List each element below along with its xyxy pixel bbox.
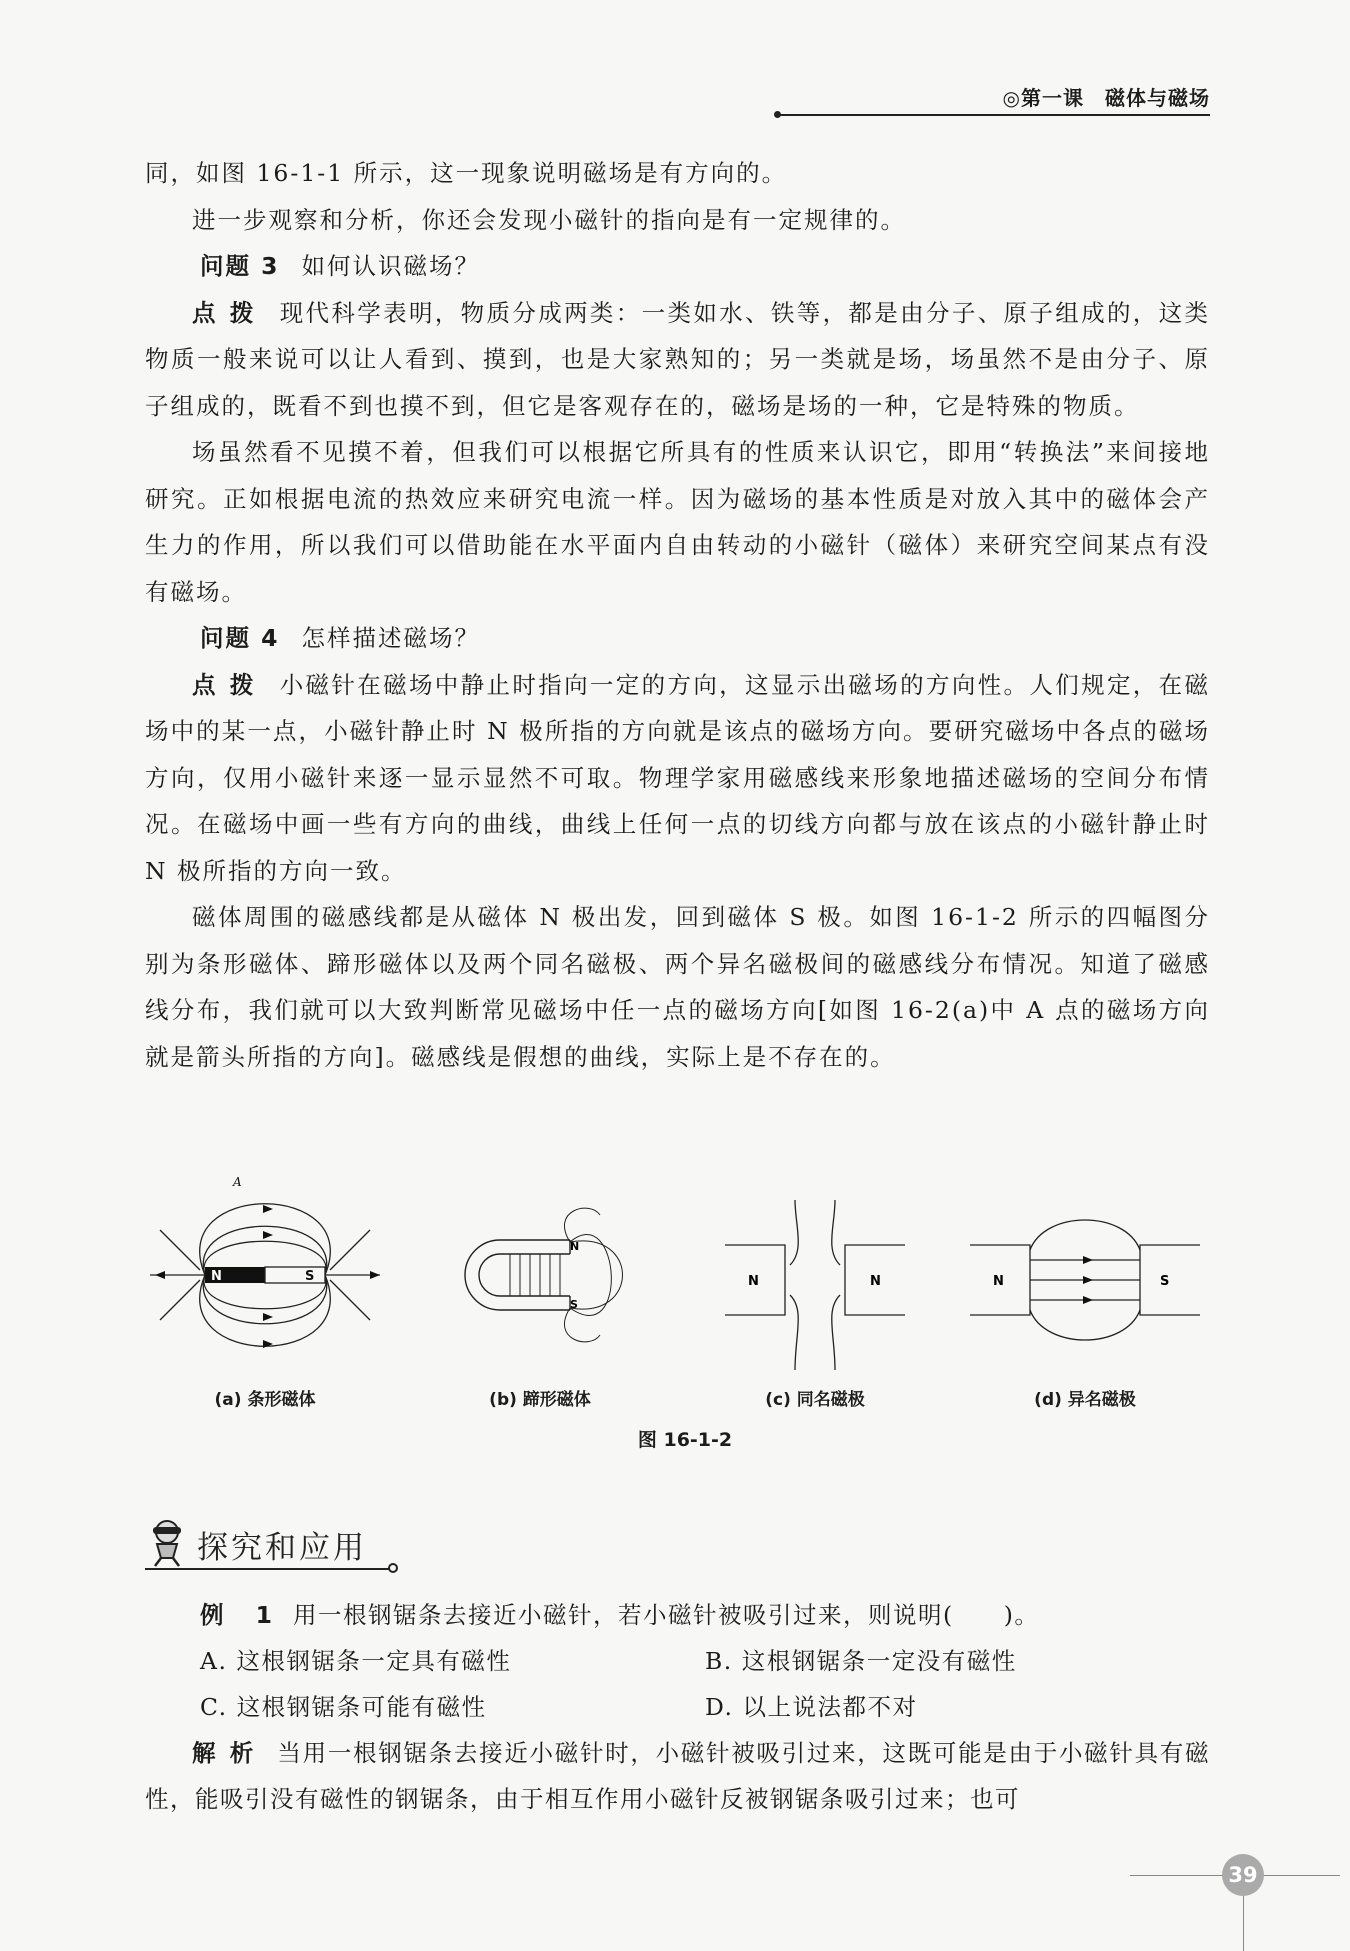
page-footer-vline (1243, 1896, 1244, 1951)
question-3-tip (145, 290, 1210, 430)
example-label: 例 1 (200, 1601, 285, 1629)
example-question (145, 1592, 1210, 1638)
option-c: C. 这根钢锯条可能有磁性 (200, 1693, 487, 1721)
point-a-label: A (233, 1175, 242, 1189)
caption-unlike-poles: (d) 异名磁极 (1034, 1390, 1136, 1410)
unlike-left-n-label: N (993, 1274, 1004, 1289)
unlike-right-s-label: S (1160, 1274, 1170, 1289)
caption-horseshoe-magnet: (b) 蹄形磁体 (489, 1390, 591, 1410)
unlike-poles-diagram (965, 1170, 1205, 1380)
tip-text: 现代科学表明，物质分成两类：一类如水、铁等，都是由分子、原子组成的，这类物质一般来说可以让人看到、摸到，也是大家熟知的；另一类就是场，场虽然不是由分子、原子组成的，既看不到也摸不到，但它是客观存在的，磁场是场的一种，它是特殊的物质。 (145, 298, 1210, 420)
example-question-text: 用一根钢锯条去接近小磁针，若小磁针被吸引过来，则说明( )。 (293, 1601, 1040, 1629)
like-poles-diagram (720, 1170, 910, 1380)
question-3-heading (145, 243, 1210, 290)
question-4-paragraph: 磁体周围的磁感线都是从磁体 N 极出发，回到磁体 S 极。如图 16-1-2 所示的四幅图分别为条形磁体、蹄形磁体以及两个同名磁极、两个异名磁极间的磁感线分布情况。知道了磁感线分布，我们就可以大致判断常见磁场中任一点的磁场方向[如图 16-2(a)中 A 点的磁场方向就是箭头所指的方向]。磁感线是假想的曲线，实际上是不存在的。 (145, 903, 1210, 1071)
option-d: D. 以上说法都不对 (705, 1693, 918, 1721)
header-dot (774, 111, 781, 118)
explorer-mascot-icon (145, 1518, 191, 1568)
analysis-label: 解析 (192, 1739, 268, 1767)
question-4-heading (145, 615, 1210, 662)
header-rule (778, 114, 1210, 116)
tip-label: 点拨 (192, 298, 268, 327)
question-4-text: 怎样描述磁场？ (301, 624, 481, 652)
option-a: A. 这根钢锯条一定具有磁性 (200, 1647, 512, 1675)
caption-bar-magnet: (a) 条形磁体 (214, 1390, 316, 1410)
section-title: 探究和应用 (197, 1530, 367, 1566)
page-number: 39 (1222, 1854, 1264, 1896)
example-analysis (145, 1730, 1210, 1822)
option-b: B. 这根钢锯条一定没有磁性 (705, 1647, 1017, 1675)
tip-label: 点拨 (192, 670, 268, 699)
question-4-label: 问题 4 (200, 624, 280, 652)
bar-s-label: S (305, 1269, 315, 1284)
paragraph-continued: 同，如图 16-1-1 所示，这一现象说明磁场是有方向的。 (145, 159, 788, 187)
horseshoe-s-label: S (570, 1298, 578, 1311)
like-right-n-label: N (870, 1274, 881, 1289)
figure-title: 图 16-1-2 (637, 1429, 733, 1451)
tip-text: 小磁针在磁场中静止时指向一定的方向，这显示出磁场的方向性。人们规定，在磁场中的某一点，小磁针静止时 N 极所指的方向就是该点的磁场方向。要研究磁场中各点的磁场方向，仅用小磁针来逐一显示显然不可取。物理学家用磁感线来形象地描述磁场的空间分布情况。在磁场中画一些有方向的曲线，曲线上任何一点的切线方向都与放在该点的小磁针静止时 N 极所指的方向一致。 (145, 670, 1210, 885)
figure-magnetic-field-lines (145, 1170, 1210, 1460)
caption-like-poles: (c) 同名磁极 (765, 1390, 865, 1410)
bar-magnet-diagram (145, 1170, 385, 1380)
like-left-n-label: N (748, 1274, 759, 1289)
question-4-tip (145, 662, 1210, 895)
question-3-paragraph: 场虽然看不见摸不着，但我们可以根据它所具有的性质来认识它，即用“转换法”来间接地研究。正如根据电流的热效应来研究电流一样。因为磁场的基本性质是对放入其中的磁体会产生力的作用，所以我们可以借助能在水平面内自由转动的小磁针（磁体）来研究空间某点有没有磁场。 (145, 438, 1210, 606)
section-ring (388, 1563, 398, 1573)
bar-n-label: N (211, 1269, 222, 1284)
question-3-text: 如何认识磁场？ (301, 252, 481, 280)
question-3-label: 问题 3 (200, 252, 280, 280)
paragraph-observe: 进一步观察和分析，你还会发现小磁针的指向是有一定规律的。 (192, 205, 906, 234)
horseshoe-n-label: N (570, 1240, 580, 1253)
example-1 (145, 1592, 1210, 1822)
main-text (145, 150, 1210, 1080)
example-options (145, 1638, 1210, 1730)
section-heading (145, 1514, 405, 1570)
chapter-header: ◎第一课 磁体与磁场 (1002, 86, 1210, 110)
section-rule (145, 1568, 390, 1570)
analysis-text: 当用一根钢锯条去接近小磁针时，小磁针被吸引过来，这既可能是由于小磁针具有磁性，能吸引没有磁性的钢锯条，由于相互作用小磁针反被钢锯条吸引过来；也可 (145, 1739, 1210, 1813)
horseshoe-magnet-diagram (440, 1170, 640, 1380)
